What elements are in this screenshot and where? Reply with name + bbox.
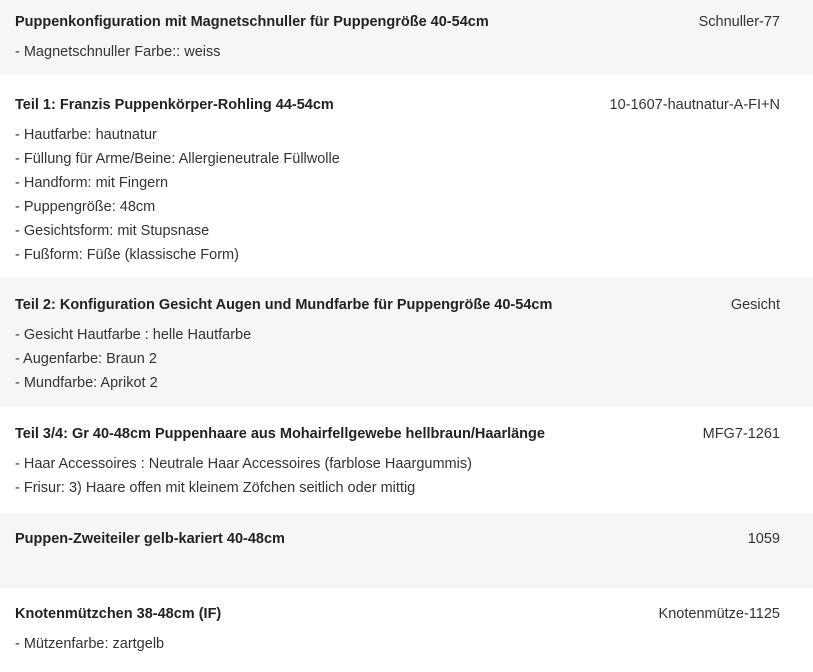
item-option: - Haar Accessoires : Neutrale Haar Accessoires (farblose Haargummis): [15, 456, 472, 472]
item-sku: Knotenmütze-1125: [658, 606, 780, 622]
list-item: [0, 407, 813, 513]
item-sku: 1059: [747, 531, 780, 547]
item-option: - Mützenfarbe: zartgelb: [15, 636, 165, 652]
list-item: [0, 588, 813, 672]
item-options: [15, 323, 780, 395]
item-title: Teil 2: Konfiguration Gesicht Augen und Mundfarbe für Puppengröße 40-54cm: [15, 297, 553, 313]
item-options: [15, 40, 780, 64]
item-option: - Handform: mit Fingern: [15, 175, 169, 191]
item-option: - Mundfarbe: Aprikot 2: [15, 375, 158, 391]
item-options: [15, 123, 780, 267]
item-option: - Gesichtsform: mit Stupsnase: [15, 223, 210, 239]
item-options: [15, 632, 780, 656]
item-option: - Hautfarbe: hautnatur: [15, 127, 157, 143]
item-option: - Puppengröße: 48cm: [15, 199, 156, 215]
item-option: - Gesicht Hautfarbe : helle Hautfarbe: [15, 327, 252, 343]
item-title: Teil 3/4: Gr 40-48cm Puppenhaare aus Mohairfellgewebe hellbraun/Haarlänge: [15, 426, 545, 442]
item-option: - Frisur: 3) Haare offen mit kleinem Zöfchen seitlich oder mittig: [15, 480, 416, 496]
item-title: Puppenkonfiguration mit Magnetschnuller für Puppengröße 40-54cm: [15, 14, 489, 30]
item-title: Puppen-Zweiteiler gelb-kariert 40-48cm: [15, 531, 285, 547]
item-sku: Gesicht: [730, 297, 780, 313]
list-item: [0, 75, 813, 277]
item-title: Teil 1: Franzis Puppenkörper-Rohling 44-54cm: [15, 97, 334, 113]
list-item: [0, 277, 813, 407]
item-title: Knotenmützchen 38-48cm (IF): [15, 606, 222, 622]
item-sku: 10-1607-hautnatur-A-FI+N: [609, 97, 780, 113]
item-option: - Fußform: Füße (klassische Form): [15, 247, 239, 263]
item-sku: Schnuller-77: [698, 14, 780, 30]
item-option: - Magnetschnuller Farbe:: weiss: [15, 44, 221, 60]
item-options: [15, 452, 780, 500]
item-sku: MFG7-1261: [702, 426, 780, 442]
item-option: - Augenfarbe: Braun 2: [15, 351, 157, 367]
list-item: [0, 513, 813, 588]
list-item: [0, 0, 813, 75]
item-option: - Füllung für Arme/Beine: Allergieneutrale Füllwolle: [15, 151, 340, 167]
